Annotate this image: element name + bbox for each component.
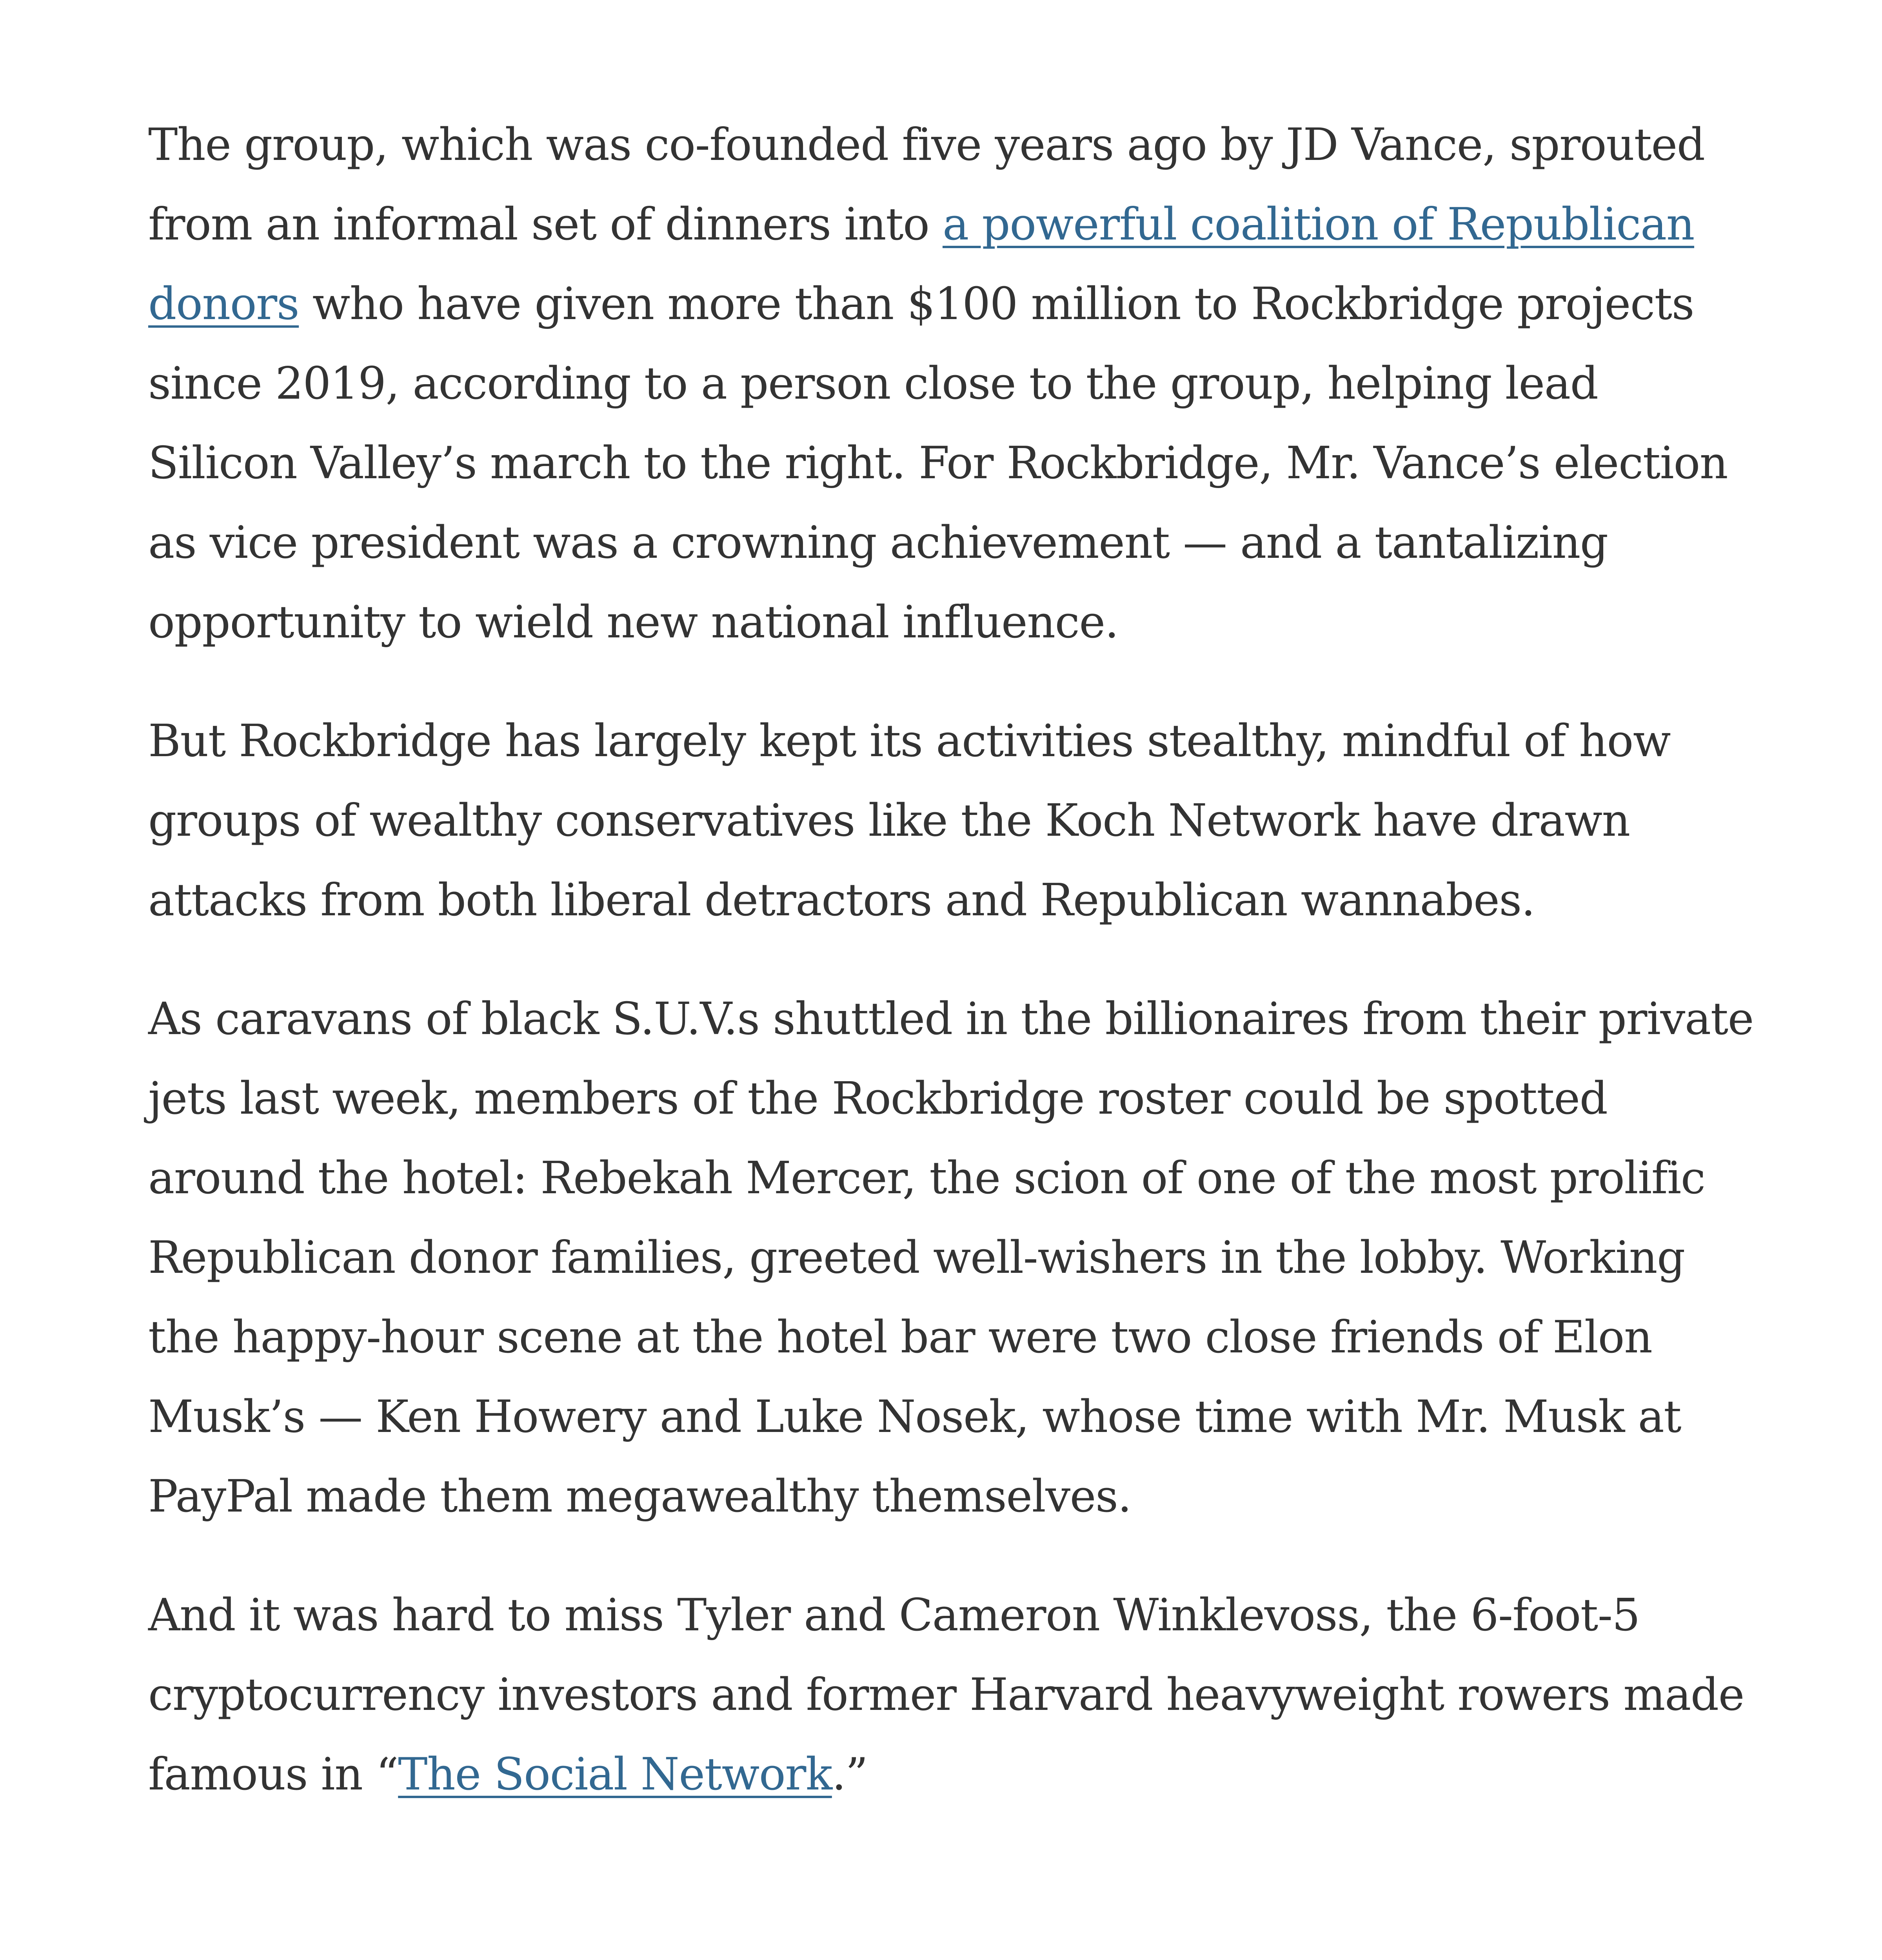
paragraph-3: As caravans of black S.U.V.s shuttled in the billionaires from their private jets last week, members of the Rockbridge roster could be spotted around the hotel: Rebekah Mercer, the scion of one of the most prolific Republican donor families, greeted well-wishers in the lobby. Working the happy-hour scene at the hotel bar were two close friends of Elon Musk’s — Ken Howery and Luke Nosek, whose time with Mr. Musk at PayPal made them megawealthy themselves. — [148, 993, 1754, 1522]
paragraph-1 — [148, 105, 1760, 662]
article-body — [148, 105, 1760, 1853]
paragraph-4-text-before: And it was hard to miss Tyler and Cameron Winklevoss, the 6-foot-5 cryptocurrency investors and former Harvard heavyweight rowers made famous in “ — [148, 1589, 1744, 1800]
paragraph-4-text-after: .” — [832, 1748, 868, 1800]
paragraph-1-text-after: who have given more than $100 million to Rockbridge projects since 2019, according to a person close to the group, helping lead Silicon Valley’s march to the right. For Rockbridge, Mr. Vance’s election as vice president was a crowning achievement — and a tantalizing opportunity to wield new national influence. — [148, 278, 1728, 648]
republican-donors-coalition-link[interactable]: a powerful coalition of Republican donors — [148, 198, 1695, 330]
paragraph-1-text-before: The group, which was co-founded five years ago by JD Vance, sprouted from an informal set of dinners into — [148, 119, 1705, 250]
paragraph-2: But Rockbridge has largely kept its activities stealthy, mindful of how groups of wealthy conservatives like the Koch Network have drawn attacks from both liberal detractors and Republican wannabes. — [148, 715, 1671, 926]
paragraph-4 — [148, 1575, 1760, 1814]
the-social-network-link[interactable]: The Social Network — [398, 1748, 832, 1800]
